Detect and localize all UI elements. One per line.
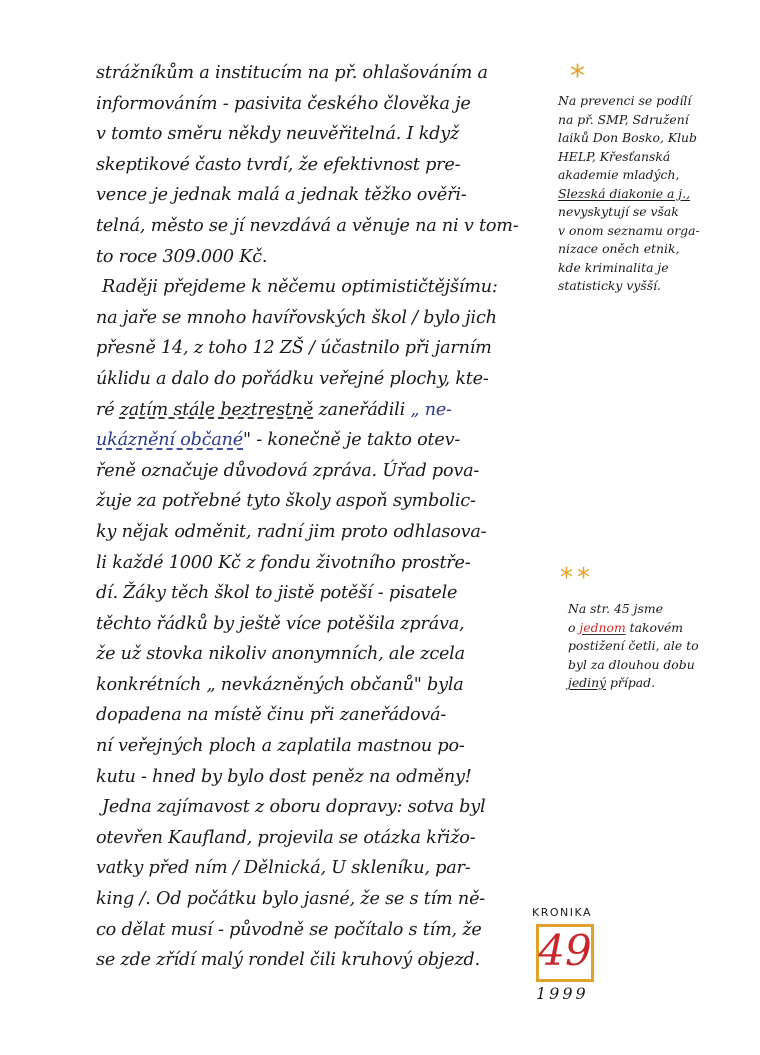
sidenote-line: postižení četli, ale to: [568, 638, 699, 653]
text-line: li každé 1000 Kč z fondu životního prostře-: [96, 552, 471, 573]
blue-quote-start: „ ne-: [410, 399, 452, 420]
text-line: přesně 14, z toho 12 ZŠ / účastnilo při jarním: [96, 338, 492, 359]
text-line: informováním - pasivita českého člověka je: [96, 93, 471, 114]
sidenote-line: akademie mladých,: [558, 167, 680, 182]
sidenote-line: na př. SMP, Sdružení: [558, 111, 689, 127]
text-line: to roce 309.000 Kč.: [96, 246, 268, 267]
text-fragment: takovém: [625, 619, 684, 635]
sidenote-line: nevyskytují se však: [558, 204, 679, 219]
text-line: strážníkům a institucím na př. ohlašováním a: [96, 63, 488, 83]
text-line: řeně označuje důvodová zpráva. Úřad pova-: [96, 460, 480, 481]
text-fragment: " - konečně je takto otev-: [243, 430, 461, 451]
text-line: že už stovka nikoliv anonymních, ale zcela: [96, 644, 465, 665]
red-highlight-word: jednom: [579, 619, 626, 635]
blue-underlined-phrase: ukáznění občané: [96, 430, 243, 451]
text-line: vence je jednak malá a jednak těžko ověři-: [96, 185, 467, 206]
underlined-phrase: zatím stále beztrestně: [119, 399, 314, 420]
sidenote-line: nizace oněch etnik,: [558, 241, 680, 256]
sidenote-line: kde kriminalita je: [558, 259, 669, 275]
text-line: otevřen Kaufland, projevila se otázka křižo-: [96, 827, 476, 848]
sidenote-line: laiků Don Bosko, Klub: [558, 130, 697, 145]
page-number: 49: [538, 926, 592, 975]
sidenote-line: statisticky vyšší.: [558, 278, 661, 293]
text-line: king /. Od počátku bylo jasné, že se s tím ně-: [96, 889, 486, 910]
text-line: na jaře se mnoho havířovských škol / bylo jich: [96, 307, 497, 328]
text-line: dopadena na místě činu při zaneřádová-: [96, 705, 447, 726]
text-line: [96, 395, 536, 426]
text-line: konkrétních „ nevkázněných občanů" byla: [96, 674, 464, 695]
text-line: žuje za potřebné tyto školy aspoň symbolic-: [96, 491, 476, 512]
sidenote-line: byl za dlouhou dobu: [568, 656, 695, 672]
text-line: ní veřejných ploch a zaplatila mastnou po-: [96, 736, 465, 757]
sidenote-prevention: [558, 92, 700, 296]
sidenote-line: v onom seznamu orga-: [558, 222, 700, 238]
text-line: v tomto směru někdy neuvěřitelná. I když: [96, 124, 460, 145]
year-label: 1999: [536, 984, 589, 1003]
asterisk-marker-icon: *: [570, 59, 585, 94]
text-line: Raději přejdeme k něčemu optimističtějšímu:: [102, 277, 498, 298]
text-line: vatky před ním / Dělnická, U skleníku, par-: [96, 858, 471, 879]
sidenote-page-reference: [568, 600, 699, 693]
sidenote-line: Na str. 45 jsme: [568, 601, 663, 616]
text-line: dí. Žáky těch škol to jistě potěší - pisatele: [96, 583, 458, 604]
text-fragment: zaneřádili: [313, 399, 411, 420]
text-line: úklidu a dalo do pořádku veřejné plochy, kte-: [96, 368, 489, 389]
text-line: [96, 425, 536, 456]
sidenote-line: [568, 674, 699, 693]
double-asterisk-marker-icon: **: [560, 563, 594, 593]
sidenote-line: Na prevenci se podílí: [558, 93, 692, 108]
text-line: se zde zřídí malý rondel čili kruhový objezd.: [96, 950, 480, 971]
sidenote-line: Slezská diakonie a j.,: [558, 185, 691, 201]
text-line: telná, město se jí nevzdává a věnuje na ni v tom-: [96, 215, 519, 236]
text-fragment: o: [568, 619, 580, 635]
text-line: těchto řádků by ještě více potěšila zpráva,: [96, 613, 465, 634]
sidenote-line: HELP, Křesťanská: [558, 148, 671, 164]
text-line: co dělat musí - původně se počítalo s tím, že: [96, 919, 482, 940]
text-fragment: případ.: [606, 675, 656, 690]
underlined-word: jediný: [568, 675, 607, 690]
text-line: skeptikové často tvrdí, že efektivnost pre-: [96, 154, 461, 175]
main-text-column: [96, 58, 536, 976]
text-line: ky nějak odměnit, radní jim proto odhlasova-: [96, 521, 487, 542]
text-line: kutu - hned by bylo dost peněz na odměny!: [96, 766, 472, 787]
sidenote-line: [568, 619, 699, 638]
text-line: Jedna zajímavost z oboru dopravy: sotva byl: [102, 797, 486, 818]
kronika-label: KRONIKA: [532, 906, 593, 919]
text-fragment: ré: [96, 399, 120, 420]
